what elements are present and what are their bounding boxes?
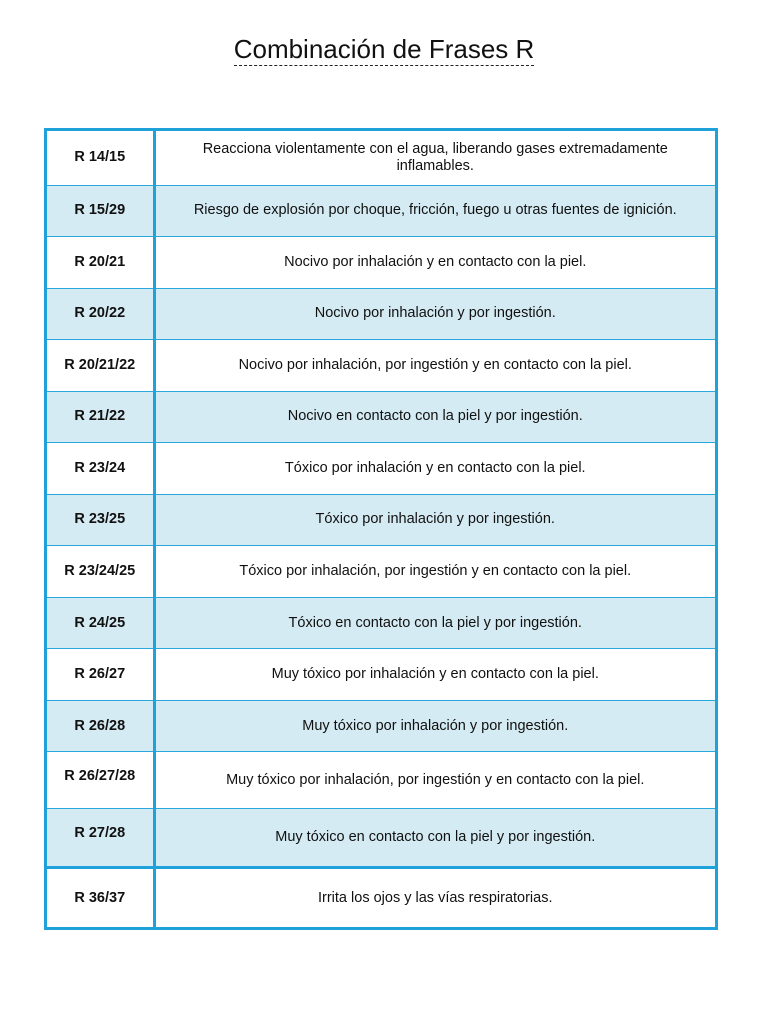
phrase-code: R 27/28 xyxy=(47,809,154,868)
table-row xyxy=(47,494,715,545)
table-row xyxy=(47,288,715,339)
table-row xyxy=(47,339,715,391)
phrase-code: R 26/27/28 xyxy=(47,752,154,809)
phrase-text: Tóxico por inhalación, por ingestión y en contacto con la piel. xyxy=(154,546,715,598)
phrase-code: R 23/24 xyxy=(47,442,154,494)
phrases-table-grid xyxy=(47,131,715,927)
phrase-code: R 23/24/25 xyxy=(47,546,154,598)
table-row xyxy=(47,442,715,494)
phrase-code: R 36/37 xyxy=(47,868,154,927)
phrase-text: Tóxico en contacto con la piel y por ingestión. xyxy=(154,598,715,649)
table-row xyxy=(47,391,715,442)
table-row xyxy=(47,546,715,598)
table-row xyxy=(47,868,715,927)
phrase-code: R 26/27 xyxy=(47,649,154,701)
phrase-text: Reacciona violentamente con el agua, liberando gases extremadamente inflamables. xyxy=(202,140,668,174)
table-row xyxy=(47,701,715,752)
table-row xyxy=(47,131,715,185)
phrase-text: Irrita los ojos y las vías respiratorias. xyxy=(154,868,715,927)
page-title xyxy=(0,33,768,65)
phrase-code: R 20/21/22 xyxy=(47,339,154,391)
phrase-text: Nocivo por inhalación y en contacto con la piel. xyxy=(154,236,715,288)
phrase-text: Muy tóxico por inhalación, por ingestión y en contacto con la piel. xyxy=(154,752,715,809)
phrase-text: Nocivo por inhalación y por ingestión. xyxy=(154,288,715,339)
r-phrases-table xyxy=(44,128,718,930)
table-row xyxy=(47,236,715,288)
phrase-code: R 23/25 xyxy=(47,494,154,545)
phrase-text: Tóxico por inhalación y por ingestión. xyxy=(154,494,715,545)
table-row xyxy=(47,598,715,649)
phrase-text: Muy tóxico en contacto con la piel y por ingestión. xyxy=(154,809,715,868)
phrase-code: R 26/28 xyxy=(47,701,154,752)
phrase-text: Nocivo por inhalación, por ingestión y en contacto con la piel. xyxy=(154,339,715,391)
phrase-text: Tóxico por inhalación y en contacto con la piel. xyxy=(154,442,715,494)
table-row xyxy=(47,809,715,868)
phrase-code: R 20/21 xyxy=(47,236,154,288)
table-row xyxy=(47,185,715,236)
phrase-code: R 15/29 xyxy=(47,185,154,236)
phrase-text: Muy tóxico por inhalación y en contacto con la piel. xyxy=(154,649,715,701)
phrase-text: Riesgo de explosión por choque, fricción, fuego u otras fuentes de ignición. xyxy=(154,185,715,236)
phrase-text: Nocivo en contacto con la piel y por ingestión. xyxy=(154,391,715,442)
phrase-code: R 24/25 xyxy=(47,598,154,649)
page-title-text: Combinación de Frases R xyxy=(233,34,535,64)
phrase-text: Muy tóxico por inhalación y por ingestión. xyxy=(154,701,715,752)
table-row xyxy=(47,649,715,701)
phrase-code: R 20/22 xyxy=(47,288,154,339)
phrase-code: R 21/22 xyxy=(47,391,154,442)
table-row xyxy=(47,752,715,809)
phrase-code: R 14/15 xyxy=(47,131,154,185)
